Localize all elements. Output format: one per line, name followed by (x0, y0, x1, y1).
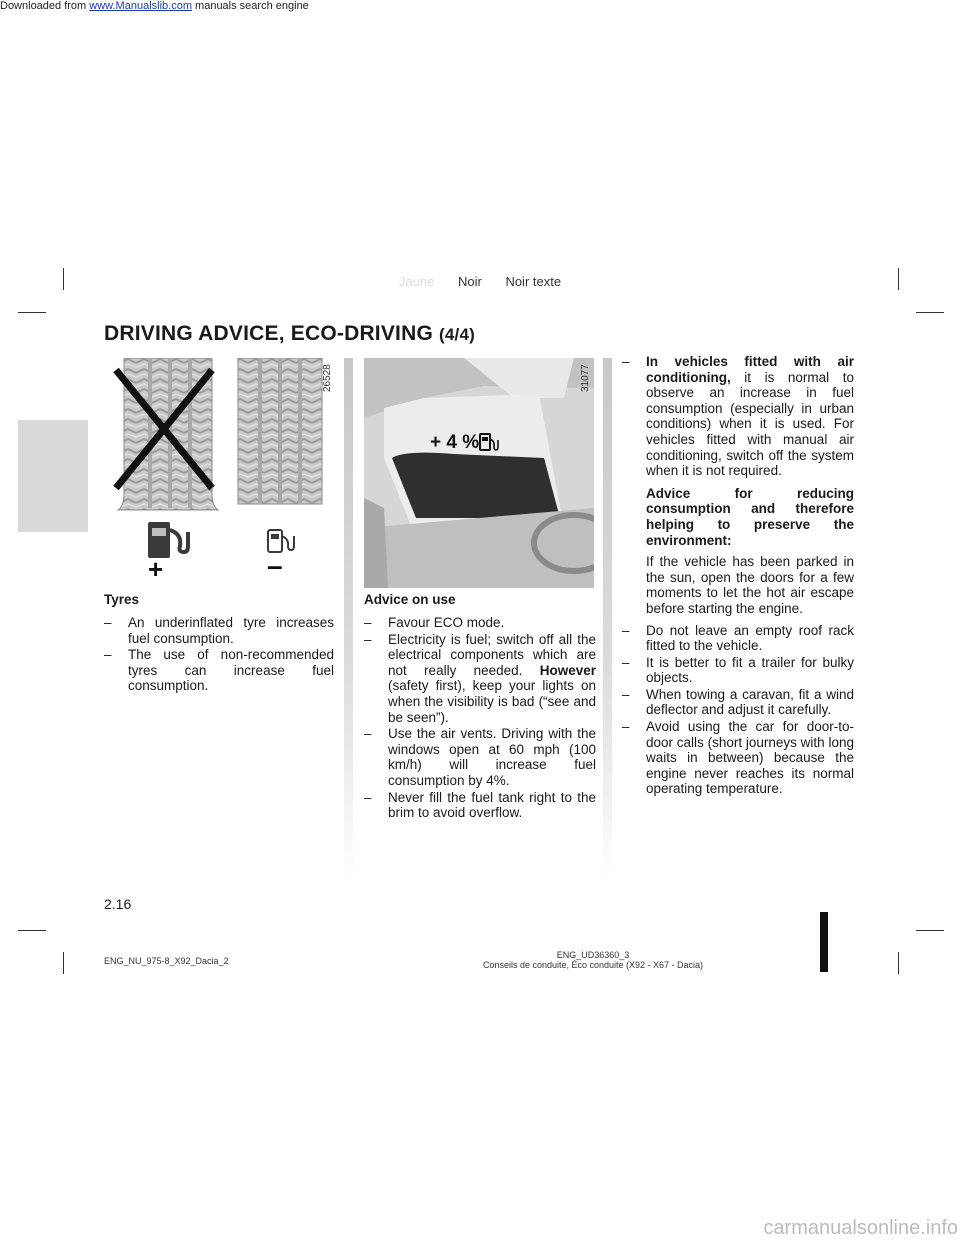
footer-ref-title: Conseils de conduite, Éco conduite (X92 - X67 - Dacia) (482, 960, 704, 970)
list-item: – It is better to fit a trailer for bulky objects. (622, 655, 854, 686)
watermark: carmanualsonline.info (763, 1217, 958, 1239)
page-title-suffix: (4/4) (439, 325, 475, 344)
environment-list (622, 623, 854, 798)
crop-mark (18, 930, 46, 931)
print-mark-noir: Noir (457, 274, 482, 289)
section-heading-advice: Advice on use (364, 592, 456, 607)
manualslib-link[interactable]: www.Manualslib.com (89, 0, 192, 12)
footer-section-ref (458, 950, 728, 970)
electricity-text: Electricity is fuel; switch off all the electrical components which are not really needed. (388, 631, 596, 678)
advice-paragraph: If the vehicle has been parked in the sun, open the doors for a few moments to let the hot air escape before starting the engine. (646, 554, 854, 616)
page-title (104, 322, 475, 346)
crop-mark (898, 952, 899, 974)
list-item: – Avoid using the car for door-to-door calls (short journeys with long waits in between) because the engine never reaches its normal operating temperature. (622, 719, 854, 797)
download-header (0, 0, 309, 12)
print-mark-noir-texte: Noir texte (505, 274, 562, 289)
list-item: – Never fill the fuel tank right to the brim to avoid overflow. (364, 790, 596, 821)
electricity-text-2: (safety first), keep your lights on when the visibility is bad (“see and be seen”). (388, 678, 596, 725)
plus-sign: + (148, 554, 164, 584)
fuel-pump-icon (148, 522, 188, 558)
list-item: – When towing a caravan, fit a wind deflector and adjust it carefully. (622, 687, 854, 718)
ac-text: it is normal to observe an increase in fuel consumption (especially in urban conditions) when it is used. For vehicles fitted with manual air conditioning, switch off the system when it is not required. (646, 369, 854, 479)
download-prefix: Downloaded from (0, 0, 90, 12)
column-divider (603, 358, 612, 878)
electricity-bold: However (539, 662, 596, 678)
figure-ref: 26528 (322, 364, 333, 392)
correct-tyre (238, 358, 322, 504)
advice-list (364, 615, 596, 821)
list-item: – The use of non-recommended tyres can increase fuel consumption. (104, 647, 334, 694)
crop-mark (916, 930, 944, 931)
footer-doc-ref: ENG_NU_975-8_X92_Dacia_2 (104, 956, 229, 966)
window-figure (364, 358, 594, 588)
tyres-list (104, 615, 334, 694)
page-title-text: DRIVING ADVICE, ECO-DRIVING (104, 322, 433, 345)
column-tyres (104, 592, 334, 695)
crop-mark (63, 952, 64, 974)
tyres-figure (104, 358, 336, 584)
chapter-tab (18, 420, 88, 532)
column-divider (344, 358, 353, 878)
crop-mark (916, 312, 944, 313)
list-item: – An underinflated tyre increases fuel consumption. (104, 615, 334, 646)
column-environment (622, 354, 854, 798)
list-item: – Do not leave an empty roof rack fitted to the vehicle. (622, 623, 854, 654)
thumb-index-bar (820, 912, 828, 972)
download-suffix: manuals search engine (191, 0, 309, 12)
print-marks (0, 274, 960, 289)
section-heading-tyres: Tyres (104, 592, 140, 607)
column-advice-on-use (364, 592, 596, 822)
figure-ref: 31077 (580, 364, 591, 392)
advice-heading: Advice for reducing consumption and therefore helping to preserve the environment: (646, 485, 854, 548)
minus-sign: – (267, 550, 283, 581)
page-number: 2.16 (104, 896, 132, 912)
footer-ref-code: ENG_UD36360_3 (556, 950, 630, 960)
list-item: – Favour ECO mode. (364, 615, 596, 631)
list-item-air-conditioning (622, 354, 854, 479)
fuel-pump-icon-small (268, 530, 294, 552)
car-window-illustration (364, 358, 594, 588)
ac-list (622, 354, 854, 479)
fuel-increase-label: + 4 % (430, 432, 480, 453)
list-item: – Use the air vents. Driving with the windows open at 60 mph (100 km/h) will increase fuel consumption by 4%. (364, 726, 596, 788)
tyres-illustration (104, 358, 336, 584)
ac-bold: In vehicles fitted with air conditioning, (646, 354, 854, 385)
list-item-electricity (364, 632, 596, 726)
print-mark-jaune: Jaune (398, 274, 435, 289)
crop-mark (18, 312, 46, 313)
